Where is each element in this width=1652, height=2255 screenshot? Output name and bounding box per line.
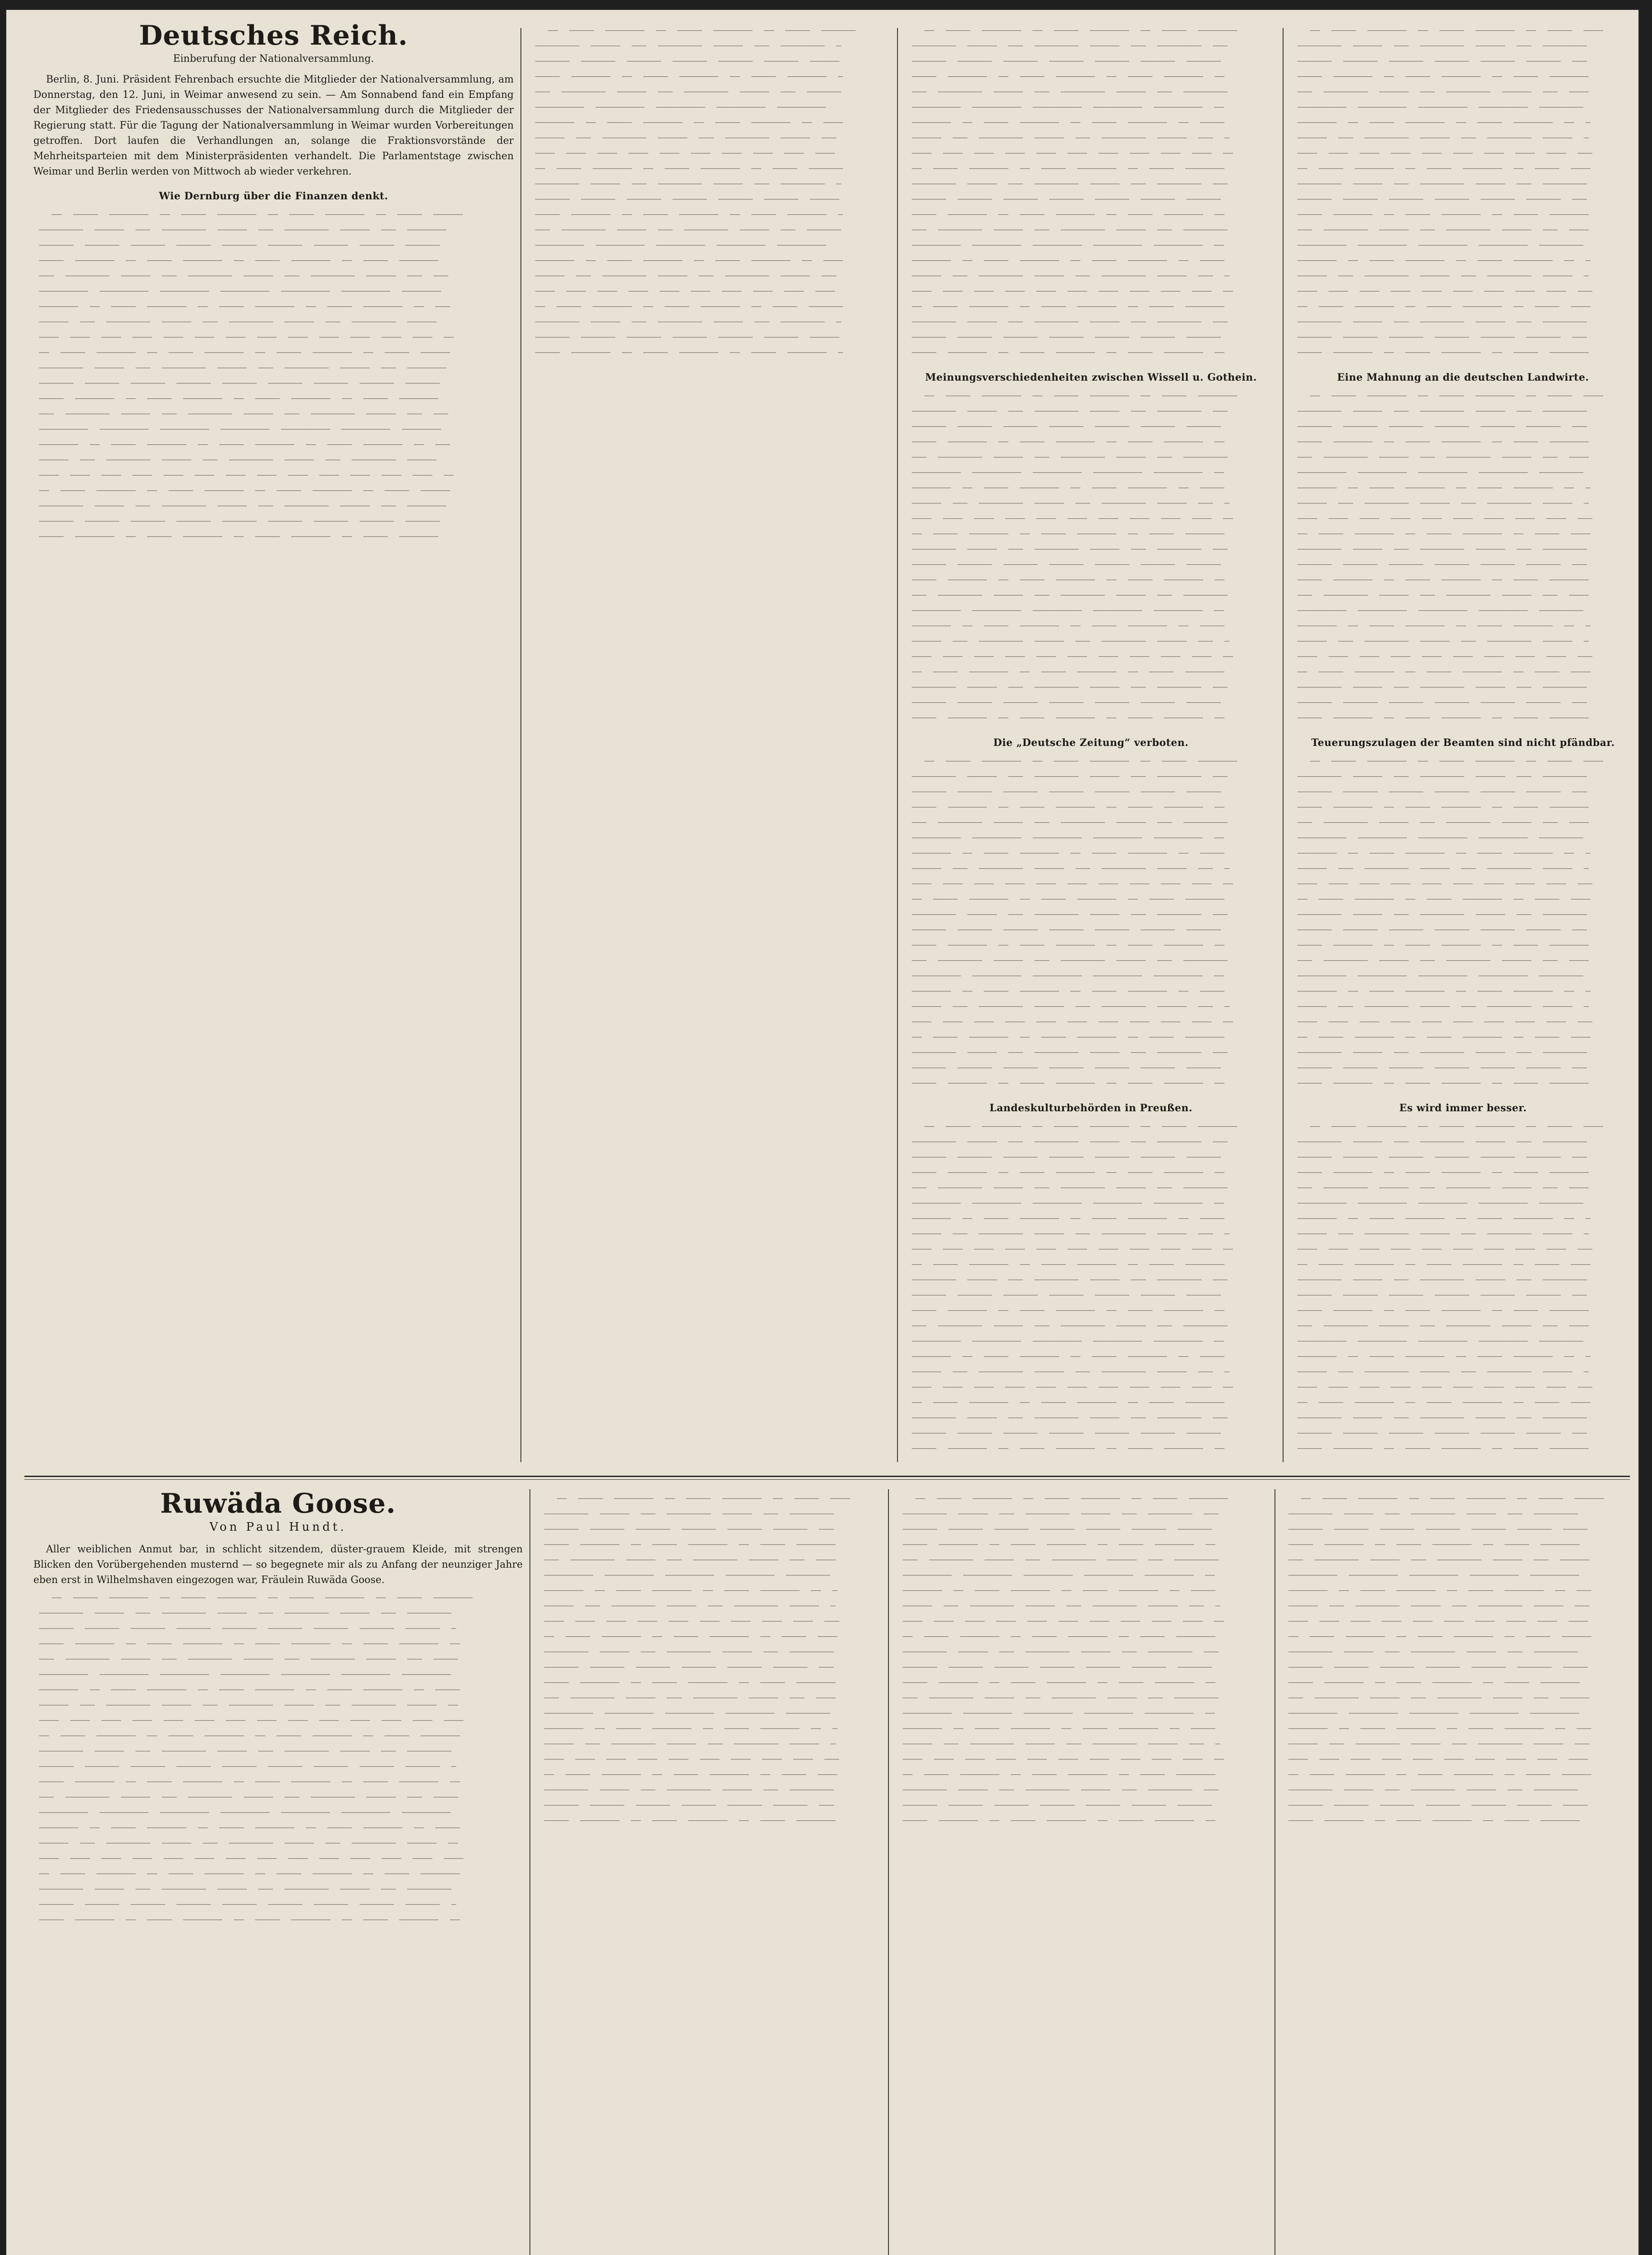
serial-column-1 (33, 1491, 523, 2255)
column-text: ── ───── ──────── ── ───── ──────── ── ───── ──── ───────── ────── ─── ───────── ────── ─── ───────── ─────── ─────── ─────── ─────── ─────── ─────── ─── ───── ──────── ── ───── ──────── ── ───── ──────── ─── ───────── ────── ─── ───────── ────── ─── ──── ────────── ────────── ────────── ────────── ───────── ──────── ── ───── ──────── ── ───── ──────── ── ─ ────── ─── ───────── ────── ─── ───────── ────── ─ ──── ──── ──── ──── ──── ──── ──── ──── ──── ─── ── ───── ──────── ── ───── ──────── ── ───── ──── ───────── ────── ─── ───────── ────── ─── ───────── ─────── ─────── ─────── ─────── ─────── ─────── ─── ───── ──────── ── ───── ──────── ── ───── ──────── ─── ───────── ────── ─── ───────── ────── ─── ──── ────────── ────────── ────────── ────────── ───────── ──────── ── ───── ──────── ── ───── ──────── ── ─ ────── ─── ───────── ────── ─── ───────── ────── ─ ──── ──── ──── ──── ──── ──── ──── ──── ──── ─── ── ───── ──────── ── ───── ──────── ── ───── ──── ───────── ────── ─── ───────── ────── ─── ───────── ─────── ─────── ─────── ─────── ─────── ─────── ─── ───── ──────── ── ───── ──────── ── ───── ──────── (1297, 391, 1603, 723)
column-text: ── ───── ──────── ── ───── ──────── ── ───── ──── ───────── ────── ─── ───────── ────── ─── ───────── ─────── ─────── ─────── ─────── ─────── ─────── ─── ───── ──────── ── ───── ──────── ── ───── ──────── ─── ───────── ────── ─── ───────── ────── ─── ──── ────────── ────────── ────────── ────────── ───────── ──────── ── ───── ──────── ── ───── ──────── ── ─ ────── ─── ───────── ────── ─── ───────── ────── ─ ──── ──── ──── ──── ──── ──── ──── ──── ──── ─── ── ───── ──────── ── ───── ──────── ── ───── ──── ───────── ────── ─── ───────── ────── ─── ───────── ─────── ─────── ─────── ─────── ─────── ─────── ─── ───── ──────── ── ───── ──────── ── ───── ──────── ─── ───────── ────── ─── ───────── ────── ─── ──── ────────── ────────── ────────── ────────── ───────── ──────── ── ───── ──────── ── ───── ──────── ── ─ ────── ─── ───────── ────── ─── ───────── ────── ─ ──── ──── ──── ──── ──── ──── ──── ──── ──── ─── ── ───── ──────── ── ───── ──────── ── ───── ──── ───────── ────── ─── ───────── ────── ─── ───────── ─────── ─────── ─────── ─────── ─────── ─────── ─── ───── ──────── ── ───── ──────── ── ───── ──────── (544, 1494, 850, 1826)
reich-head-teuerung: Teuerungszulagen der Beamten sind nicht pfändbar. (1311, 737, 1615, 749)
column-rule (1283, 28, 1284, 1462)
reich-head-wissell: Meinungsverschiedenheiten zwischen Wissell u. Gothein. (925, 372, 1257, 383)
column-text: ── ───── ──────── ── ───── ──────── ── ───── ──── ───────── ────── ─── ───────── ────── ─── ───────── ─────── ─────── ─────── ─────── ─────── ─────── ─── ───── ──────── ── ───── ──────── ── ───── ──────── ─── ───────── ────── ─── ───────── ────── ─── ──── ────────── ────────── ────────── ────────── ───────── ──────── ── ───── ──────── ── ───── ──────── ── ─ ────── ─── ───────── ────── ─── ───────── ────── ─ ──── ──── ──── ──── ──── ──── ──── ──── ──── ─── ── ───── ──────── ── ───── ──────── ── ───── ──── ───────── ────── ─── ───────── ────── ─── ───────── ─────── ─────── ─────── ─────── ─────── ─────── ─── ───── ──────── ── ───── ──────── ── ───── ──────── ─── ───────── ────── ─── ───────── ────── ─── ──── ────────── ────────── ────────── ────────── ───────── ──────── ── ───── ──────── ── ───── ──────── ── ─ ────── ─── ───────── ────── ─── ───────── ────── ─ ──── ──── ──── ──── ──── ──── ──── ──── ──── ─── ── ───── ──────── ── ───── ──────── ── ───── ──── ───────── ────── ─── ───────── ────── ─── ───────── ─────── ─────── ─────── ─────── ─────── ─────── ─── ───── ──────── ── ───── ──────── ── ───── ──────── (1297, 1122, 1603, 1454)
section-divider (24, 1476, 1630, 1477)
column-rule (888, 1489, 889, 2255)
column-text: ── ───── ──────── ── ───── ──────── ── ───── ──── ───────── ────── ─── ───────── ────── ─── ───────── ─────── ─────── ─────── ─────── ─────── ─────── ─── ───── ──────── ── ───── ──────── ── ───── ──────── ─── ───────── ────── ─── ───────── ────── ─── ──── ────────── ────────── ────────── ────────── ───────── ──────── ── ───── ──────── ── ───── ──────── ── ─ ────── ─── ───────── ────── ─── ───────── ────── ─ ──── ──── ──── ──── ──── ──── ──── ──── ──── ─── ── ───── ──────── ── ───── ──────── ── ───── ──── ───────── ────── ─── ───────── ────── ─── ───────── ─────── ─────── ─────── ─────── ─────── ─────── ─── ───── ──────── ── ───── ──────── ── ───── ──────── ─── ───────── ────── ─── ───────── ────── ─── ──── ────────── ────────── ────────── ────────── ───────── ──────── ── ───── ──────── ── ───── ──────── ── ─ ────── ─── ───────── ────── ─── ───────── ────── ─ ──── ──── ──── ──── ──── ──── ──── ──── ──── ─── ── ───── ──────── ── ───── ──────── ── ───── ──── ───────── ────── ─── ───────── ────── ─── ───────── ─────── ─────── ─────── ─────── ─────── ─────── ─── ───── ──────── ── ───── ──────── ── ───── ──────── (1297, 26, 1603, 358)
reich-column-4 (1292, 23, 1634, 1467)
column-text: ── ───── ──────── ── ───── ──────── ── ───── ──────── ───────── ────── ─── ───────── ────── ─── ───────── ─── ─────── ─────── ─────── ─────── ─────── ─────── ─────── ───── ──────── ── ───── ──────── ── ───── ──────── ── ─── ───────── ────── ─── ───────── ────── ─── ───────── ────────── ────────── ────────── ────────── ────────── ── ──────── ── ───── ──────── ── ───── ──────── ── ───── ────── ─── ───────── ────── ─── ───────── ────── ─── ─ ──── ──── ──── ──── ──── ──── ──── ──── ──── ──── ── ── ───── ──────── ── ───── ──────── ── ───── ──────── ───────── ────── ─── ───────── ────── ─── ───────── ─── ─────── ─────── ─────── ─────── ─────── ─────── ─────── ───── ──────── ── ───── ──────── ── ───── ──────── ── ─── ───────── ────── ─── ───────── ────── ─── ───────── ────────── ────────── ────────── ────────── ────────── ── ──────── ── ───── ──────── ── ───── ──────── ── ───── ────── ─── ───────── ────── ─── ───────── ────── ─── ─ ──── ──── ──── ──── ──── ──── ──── ──── ──── ──── ── ── ───── ──────── ── ───── ──────── ── ───── ──────── ───────── ────── ─── ───────── ────── ─── ───────── ─── ─────── ─────── ─────── ─────── ─────── ─────── ─────── ───── ──────── ── ───── ──────── ── ───── ──────── ── (911, 757, 1237, 1088)
reich-head-landwirte: Eine Mahnung an die deutschen Landwirte. (1337, 372, 1589, 383)
reich-lead-paragraph: Berlin, 8. Juni. Präsident Fehrenbach ersuchte die Mitglieder der Nationalversammlung, am Donnerstag, den 12. Juni, in Weimar anwesend zu sein. — Am Sonnabend fand ein Empfang der Mitglieder des Friedensausschusses der Nationalversammlung durch die Mitglieder der Regierung statt. Für die Tagung der Nationalversammlung in Weimar wurden Vorbereitungen getroffen. Dort laufen die Verhandlungen an, solange die Fraktionsvorstände der Mehrheitsparteien mit dem Ministerpräsidenten verhandelt. Die Parlamentstage zwischen Weimar und Berlin werden von Mittwoch ab wieder verkehren. (33, 74, 514, 177)
column-rule (897, 28, 898, 1462)
reich-title: Deutsches Reich. (139, 23, 408, 51)
reich-column-3 (906, 23, 1276, 1467)
reich-column-1 (33, 23, 514, 1467)
reich-head-landeskultur: Landeskulturbehörden in Preußen. (989, 1102, 1192, 1114)
serial-column-2 (538, 1491, 881, 2255)
column-text: ── ───── ──────── ── ───── ──────── ── ───── ──── ───────── ────── ─── ───────── ────── ─── ───────── ─────── ─────── ─────── ─────── ─────── ─────── ─── ───── ──────── ── ───── ──────── ── ───── ──────── ─── ───────── ────── ─── ───────── ────── ─── ──── ────────── ────────── ────────── ────────── ───────── ──────── ── ───── ──────── ── ───── ──────── ── ─ ────── ─── ───────── ────── ─── ───────── ────── ─ ──── ──── ──── ──── ──── ──── ──── ──── ──── ─── ── ───── ──────── ── ───── ──────── ── ───── ──── ───────── ────── ─── ───────── ────── ─── ───────── ─────── ─────── ─────── ─────── ─────── ─────── ─── ───── ──────── ── ───── ──────── ── ───── ──────── ─── ───────── ────── ─── ───────── ────── ─── ──── ────────── ────────── ────────── ────────── ───────── ──────── ── ───── ──────── ── ───── ──────── ── ─ ────── ─── ───────── ────── ─── ───────── ────── ─ ──── ──── ──── ──── ──── ──── ──── ──── ──── ─── ── ───── ──────── ── ───── ──────── ── ───── ──── ───────── ────── ─── ───────── ────── ─── ───────── ─────── ─────── ─────── ─────── ─────── ─────── ─── ───── ──────── ── ───── ──────── ── ───── ──────── (1297, 757, 1603, 1088)
serial-byline: Von Paul Hundt. (209, 1520, 347, 1534)
reich-head-dernburg: Wie Dernburg über die Finanzen denkt. (159, 190, 388, 202)
section-divider (24, 1479, 1630, 1480)
serial-title: Ruwäda Goose. (160, 1491, 396, 1519)
column-text: ── ───── ──────── ── ───── ──────── ── ───── ──────── ── ───── ────── ───────── ────── ─── ───────── ────── ─── ───────── ────── ─── ──────── ─────── ─────── ─────── ─────── ─────── ─────── ─────── ─────── ─────── ───── ──────── ── ───── ──────── ── ───── ──────── ── ───── ──────── ─── ───────── ────── ─── ───────── ────── ─── ───────── ────── ─── ─── ────────── ────────── ────────── ────────── ────────── ────────── ──────── ──────── ── ───── ──────── ── ───── ──────── ── ───── ──────── ── ─── ────── ─── ───────── ────── ─── ───────── ────── ─── ───────── ────── ──── ──── ──── ──── ──── ──── ──── ──── ──── ──── ──── ──── ──── ── ── ───── ──────── ── ───── ──────── ── ───── ──────── ── ───── ────── ───────── ────── ─── ───────── ────── ─── ───────── ────── ─── ──────── ─────── ─────── ─────── ─────── ─────── ─────── ─────── ─────── ─────── ───── ──────── ── ───── ──────── ── ───── ──────── ── ───── ──────── ─── ───────── ────── ─── ───────── ────── ─── ───────── ────── ─── ─── ────────── ────────── ────────── ────────── ────────── ────────── ──────── ──────── ── ───── ──────── ── ───── ──────── ── ───── ──────── ── ─── ────── ─── ───────── ────── ─── ───────── ────── ─── ───────── ────── ──── ──── ──── ──── ──── ──── ──── ──── ──── ──── ──── ──── ──── ── ── ───── ──────── ── ───── ──────── ── ───── ──────── ── ───── ────── ───────── ────── ─── ───────── ────── ─── ───────── ────── ─── ──────── ─────── ─────── ─────── ─────── ─────── ─────── ─────── ─────── ─────── ───── ──────── ── ───── ──────── ── ───── ──────── ── ───── ──────── (39, 210, 463, 542)
column-text: ── ───── ──────── ── ───── ──────── ── ───── ──────── ───────── ────── ─── ───────── ────── ─── ───────── ─── ─────── ─────── ─────── ─────── ─────── ─────── ─────── ───── ──────── ── ───── ──────── ── ───── ──────── ── ─── ───────── ────── ─── ───────── ────── ─── ───────── ────────── ────────── ────────── ────────── ────────── ── ──────── ── ───── ──────── ── ───── ──────── ── ───── ────── ─── ───────── ────── ─── ───────── ────── ─── ─ ──── ──── ──── ──── ──── ──── ──── ──── ──── ──── ── ── ───── ──────── ── ───── ──────── ── ───── ──────── ───────── ────── ─── ───────── ────── ─── ───────── ─── ─────── ─────── ─────── ─────── ─────── ─────── ─────── ───── ──────── ── ───── ──────── ── ───── ──────── ── ─── ───────── ────── ─── ───────── ────── ─── ───────── ────────── ────────── ────────── ────────── ────────── ── ──────── ── ───── ──────── ── ───── ──────── ── ───── ────── ─── ───────── ────── ─── ───────── ────── ─── ─ ──── ──── ──── ──── ──── ──── ──── ──── ──── ──── ── ── ───── ──────── ── ───── ──────── ── ───── ──────── ───────── ────── ─── ───────── ────── ─── ───────── ─── ─────── ─────── ─────── ─────── ─────── ─────── ─────── ───── ──────── ── ───── ──────── ── ───── ──────── ── (902, 1494, 1228, 1826)
column-text: ── ───── ──────── ── ───── ──────── ── ───── ──────── ───────── ────── ─── ───────── ────── ─── ───────── ─── ─────── ─────── ─────── ─────── ─────── ─────── ─────── ───── ──────── ── ───── ──────── ── ───── ──────── ── ─── ───────── ────── ─── ───────── ────── ─── ───────── ────────── ────────── ────────── ────────── ────────── ── ──────── ── ───── ──────── ── ───── ──────── ── ───── ────── ─── ───────── ────── ─── ───────── ────── ─── ─ ──── ──── ──── ──── ──── ──── ──── ──── ──── ──── ── ── ───── ──────── ── ───── ──────── ── ───── ──────── ───────── ────── ─── ───────── ────── ─── ───────── ─── ─────── ─────── ─────── ─────── ─────── ─────── ─────── ───── ──────── ── ───── ──────── ── ───── ──────── ── ─── ───────── ────── ─── ───────── ────── ─── ───────── ────────── ────────── ────────── ────────── ────────── ── ──────── ── ───── ──────── ── ───── ──────── ── ───── ────── ─── ───────── ────── ─── ───────── ────── ─── ─ ──── ──── ──── ──── ──── ──── ──── ──── ──── ──── ── ── ───── ──────── ── ───── ──────── ── ───── ──────── ───────── ────── ─── ───────── ────── ─── ───────── ─── ─────── ─────── ─────── ─────── ─────── ─────── ─────── ───── ──────── ── ───── ──────── ── ───── ──────── ── (911, 26, 1237, 358)
reich-head-deutsche-zeitung: Die „Deutsche Zeitung“ verboten. (993, 737, 1189, 749)
column-text: ── ───── ──────── ── ───── ──────── ── ───── ──────── ── ───── ──────── ───────── ────── ─── ───────── ────── ─── ───────── ────── ─── ───────── ─────── ─────── ─────── ─────── ─────── ─────── ─────── ─────── ─────── ─ ───── ──────── ── ───── ──────── ── ───── ──────── ── ───── ──────── ── ─── ───────── ────── ─── ───────── ────── ─── ───────── ────── ─── ───── ────────── ────────── ────────── ────────── ────────── ────────── ────────── ──────── ── ───── ──────── ── ───── ──────── ── ───── ──────── ── ───── ────── ─── ───────── ────── ─── ───────── ────── ─── ───────── ────── ── ──── ──── ──── ──── ──── ──── ──── ──── ──── ──── ──── ──── ──── ──── ── ───── ──────── ── ───── ──────── ── ───── ──────── ── ───── ──────── ───────── ────── ─── ───────── ────── ─── ───────── ────── ─── ───────── ─────── ─────── ─────── ─────── ─────── ─────── ─────── ─────── ─────── ─ ───── ──────── ── ───── ──────── ── ───── ──────── ── ───── ──────── ── ─── ───────── ────── ─── ───────── ────── ─── ───────── ────── ─── ───── ────────── ────────── ────────── ────────── ────────── ────────── ────────── ──────── ── ───── ──────── ── ───── ──────── ── ───── ──────── ── ───── ────── ─── ───────── ────── ─── ───────── ────── ─── ───────── ────── ── ──── ──── ──── ──── ──── ──── ──── ──── ──── ──── ──── ──── ──── ──── ── ───── ──────── ── ───── ──────── ── ───── ──────── ── ───── ──────── ───────── ────── ─── ───────── ────── ─── ───────── ────── ─── ───────── ─────── ─────── ─────── ─────── ─────── ─────── ─────── ─────── ─────── ─ ───── ──────── ── ───── ──────── ── ───── ──────── ── ───── ──────── ── (39, 1593, 473, 1925)
column-text: ── ───── ──────── ── ───── ──────── ── ───── ────── ───────── ────── ─── ───────── ────── ─── ───────── ─────── ─────── ─────── ─────── ─────── ─────── ───── ───── ──────── ── ───── ──────── ── ───── ──────── ─── ───────── ────── ─── ───────── ────── ─── ────── ────────── ────────── ────────── ────────── ────────── ──────── ── ───── ──────── ── ───── ──────── ── ─── ────── ─── ───────── ────── ─── ───────── ────── ─── ──── ──── ──── ──── ──── ──── ──── ──── ──── ──── ── ───── ──────── ── ───── ──────── ── ───── ────── ───────── ────── ─── ───────── ────── ─── ───────── ─────── ─────── ─────── ─────── ─────── ─────── ───── ───── ──────── ── ───── ──────── ── ───── ──────── ─── ───────── ────── ─── ───────── ────── ─── ────── ────────── ────────── ────────── ────────── ────────── ──────── ── ───── ──────── ── ───── ──────── ── ─── ────── ─── ───────── ────── ─── ───────── ────── ─── ──── ──── ──── ──── ──── ──── ──── ──── ──── ──── ── ───── ──────── ── ───── ──────── ── ───── ────── ───────── ────── ─── ───────── ────── ─── ───────── ─────── ─────── ─────── ─────── ─────── ─────── ───── ───── ──────── ── ───── ──────── ── ───── ──────── (1288, 1494, 1604, 1826)
serial-column-3 (897, 1491, 1267, 2255)
newspaper-page (6, 10, 1638, 2255)
reich-kicker: Einberufung der Nationalversammlung. (173, 53, 374, 64)
column-text: ── ───── ──────── ── ───── ──────── ── ───── ──────── ───────── ────── ─── ───────── ────── ─── ───────── ─── ─────── ─────── ─────── ─────── ─────── ─────── ─────── ───── ──────── ── ───── ──────── ── ───── ──────── ── ─── ───────── ────── ─── ───────── ────── ─── ───────── ────────── ────────── ────────── ────────── ────────── ── ──────── ── ───── ──────── ── ───── ──────── ── ───── ────── ─── ───────── ────── ─── ───────── ────── ─── ─ ──── ──── ──── ──── ──── ──── ──── ──── ──── ──── ── ── ───── ──────── ── ───── ──────── ── ───── ──────── ───────── ────── ─── ───────── ────── ─── ───────── ─── ─────── ─────── ─────── ─────── ─────── ─────── ─────── ───── ──────── ── ───── ──────── ── ───── ──────── ── ─── ───────── ────── ─── ───────── ────── ─── ───────── ────────── ────────── ────────── ────────── ────────── ── ──────── ── ───── ──────── ── ───── ──────── ── ───── ────── ─── ───────── ────── ─── ───────── ────── ─── ─ ──── ──── ──── ──── ──── ──── ──── ──── ──── ──── ── ── ───── ──────── ── ───── ──────── ── ───── ──────── ───────── ────── ─── ───────── ────── ─── ───────── ─── ─────── ─────── ─────── ─────── ─────── ─────── ─────── ───── ──────── ── ───── ──────── ── ───── ──────── ── (911, 1122, 1237, 1454)
reich-head-besser: Es wird immer besser. (1399, 1102, 1527, 1114)
column-text: ── ───── ──────── ── ───── ──────── ── ───── ──────── ───────── ────── ─── ───────── ────── ─── ───────── ─── ─────── ─────── ─────── ─────── ─────── ─────── ─────── ───── ──────── ── ───── ──────── ── ───── ──────── ── ─── ───────── ────── ─── ───────── ────── ─── ───────── ────────── ────────── ────────── ────────── ────────── ── ──────── ── ───── ──────── ── ───── ──────── ── ───── ────── ─── ───────── ────── ─── ───────── ────── ─── ─ ──── ──── ──── ──── ──── ──── ──── ──── ──── ──── ── ── ───── ──────── ── ───── ──────── ── ───── ──────── ───────── ────── ─── ───────── ────── ─── ───────── ─── ─────── ─────── ─────── ─────── ─────── ─────── ─────── ───── ──────── ── ───── ──────── ── ───── ──────── ── ─── ───────── ────── ─── ───────── ────── ─── ───────── ────────── ────────── ────────── ────────── ────────── ── ──────── ── ───── ──────── ── ───── ──────── ── ───── ────── ─── ───────── ────── ─── ───────── ────── ─── ─ ──── ──── ──── ──── ──── ──── ──── ──── ──── ──── ── ── ───── ──────── ── ───── ──────── ── ───── ──────── ───────── ────── ─── ───────── ────── ─── ───────── ─── ─────── ─────── ─────── ─────── ─────── ─────── ─────── ───── ──────── ── ───── ──────── ── ───── ──────── ── (911, 391, 1237, 723)
column-rule (529, 1489, 530, 2255)
reich-column-2 (529, 23, 890, 1467)
serial-lead-paragraph: Aller weiblichen Anmut bar, in schlicht sitzendem, düster-grauem Kleide, mit strengen Blicken den Vorübergehenden musternd — so begegnete mir als zu Anfang der neunziger Jahre eben erst in Wilhelmshaven eingezogen war, Fräulein Ruwäda Goose. (33, 1544, 523, 1586)
column-text: ── ───── ──────── ── ───── ──────── ── ───── ─────── ───────── ────── ─── ───────── ────── ─── ───────── ─ ─────── ─────── ─────── ─────── ─────── ─────── ────── ───── ──────── ── ───── ──────── ── ───── ──────── ─ ─── ───────── ────── ─── ───────── ────── ─── ─────── ────────── ────────── ────────── ────────── ────────── ──────── ── ───── ──────── ── ───── ──────── ── ──── ────── ─── ───────── ────── ─── ───────── ────── ─── ──── ──── ──── ──── ──── ──── ──── ──── ──── ──── ── ───── ──────── ── ───── ──────── ── ───── ─────── ───────── ────── ─── ───────── ────── ─── ───────── ─ ─────── ─────── ─────── ─────── ─────── ─────── ────── ───── ──────── ── ───── ──────── ── ───── ──────── ─ ─── ───────── ────── ─── ───────── ────── ─── ─────── ────────── ────────── ────────── ────────── ────────── ──────── ── ───── ──────── ── ───── ──────── ── ──── ────── ─── ───────── ────── ─── ───────── ────── ─── ──── ──── ──── ──── ──── ──── ──── ──── ──── ──── ── ───── ──────── ── ───── ──────── ── ───── ─────── ───────── ────── ─── ───────── ────── ─── ───────── ─ ─────── ─────── ─────── ─────── ─────── ─────── ────── ───── ──────── ── ───── ──────── ── ───── ──────── ─ (535, 26, 856, 358)
column-rule (520, 28, 521, 1462)
serial-column-4 (1283, 1491, 1634, 2255)
